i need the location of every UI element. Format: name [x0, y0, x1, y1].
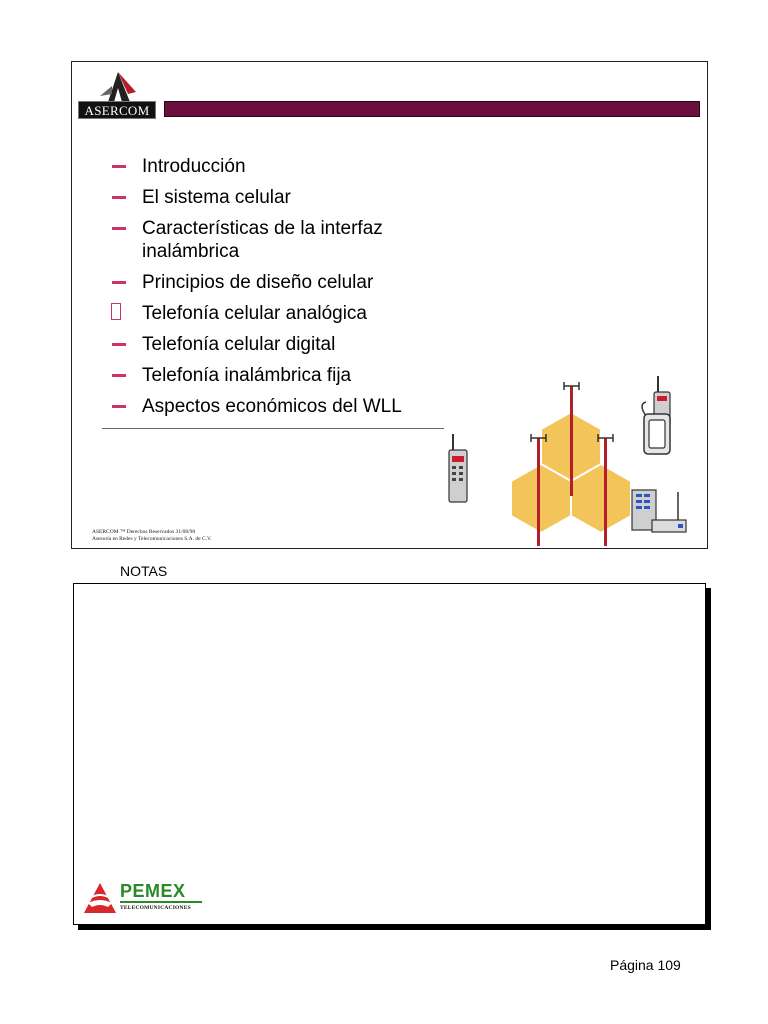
- dash-bullet-icon: [112, 227, 126, 230]
- dash-bullet-icon: [112, 343, 126, 346]
- agenda-item-text: Principios de diseño celular: [142, 272, 374, 293]
- agenda-item: [110, 395, 442, 418]
- agenda-list: [110, 155, 442, 426]
- agenda-item-text: Telefonía celular analógica: [142, 303, 367, 324]
- notes-label: NOTAS: [120, 563, 168, 579]
- agenda-item: [110, 155, 442, 178]
- slide-frame: [71, 61, 708, 549]
- agenda-item-text: Telefonía inalámbrica fija: [142, 365, 352, 386]
- agenda-item-text: Características de la interfaz inalámbrica: [142, 218, 383, 262]
- agenda-item-text: Aspectos económicos del WLL: [142, 396, 402, 417]
- copyright-footer: [92, 529, 212, 543]
- pemex-brand-name: PEMEX: [120, 881, 186, 901]
- title-bar: [164, 101, 700, 117]
- notes-box: [73, 583, 706, 925]
- agenda-item: [110, 271, 442, 294]
- pemex-rule: [120, 901, 202, 903]
- dash-bullet-icon: [112, 196, 126, 199]
- dash-bullet-icon: [112, 165, 126, 168]
- dash-bullet-icon: [112, 405, 126, 408]
- cellular-network-illustration-icon: [440, 372, 700, 547]
- divider: [102, 428, 444, 429]
- company-line: Asesoría en Redes y Telecomunicaciones S.A. de C.V.: [92, 536, 212, 542]
- agenda-item-text: Telefonía celular digital: [142, 334, 336, 355]
- dash-bullet-icon: [112, 281, 126, 284]
- dash-bullet-icon: [112, 374, 126, 377]
- agenda-item: [110, 333, 442, 356]
- asercom-logo-text: ASERCOM: [78, 101, 156, 119]
- agenda-item: [110, 364, 442, 387]
- agenda-item: [110, 186, 442, 209]
- agenda-item-text: El sistema celular: [142, 187, 291, 208]
- page-number: Página 109: [610, 957, 681, 973]
- pemex-subtitle: TELECOMUNICACIONES: [120, 905, 191, 911]
- copyright-line: ASERCOM ™ Derechos Reservados 31/08/98: [92, 529, 196, 535]
- agenda-item-text: Introducción: [142, 156, 246, 177]
- pemex-eagle-icon: [82, 881, 118, 917]
- agenda-item-current: [110, 302, 442, 325]
- pemex-logo: [82, 881, 212, 921]
- box-bullet-icon: [111, 303, 121, 320]
- agenda-item: [110, 217, 442, 263]
